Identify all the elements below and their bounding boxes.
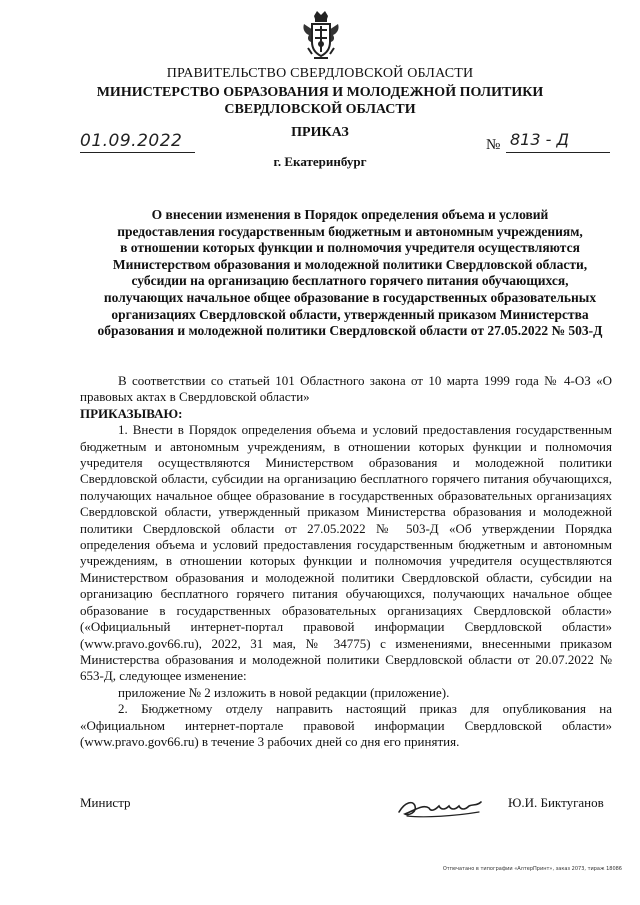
item-2: 2. Бюджетному отделу направить настоящий приказ для опубликования на «Официальном интернет-портале правовой информации Свердловской области» (www.pravo.gov66.ru) в течение 3 рабочих дней со дня его принятия. (80, 701, 612, 749)
number-field (506, 130, 610, 153)
ministry-name (0, 84, 640, 118)
print-info: Отпечатано в типографии «АлтерПринт», заказ 2073, тираж 18086 (442, 866, 622, 872)
order-word: ПРИКАЗЫВАЮ: (80, 405, 183, 421)
city: г. Екатеринбург (273, 154, 367, 169)
preamble: В соответствии со статьей 101 Областного закона от 10 марта 1999 года № 4-ОЗ «О правовых актах в Свердловской области» (80, 373, 612, 405)
item-1-change: приложение № 2 изложить в новой редакции (приложение). (118, 684, 450, 700)
date-field (80, 131, 195, 153)
item-1: 1. Внести в Порядок определения объема и условий предоставления государственным бюджетным и автономным учреждениям, в отношении которых функции и полномочия учредителя осуществляются Министерством образования и молодежной политики Свердловской области, субсидии на организацию бесплатного горячего питания обучающихся, получающих начальное общее образование в государственных образовательных организациях Свердловской области, утвержденный приказом Министерства образования и молодежной политики Свердловской области от 27.05.2022 № 503-Д «Об утверждении Порядка определения объема и условий предоставления государственным бюджетным и автономным учреждениям, в отношении которых функции и полномочия учредителя осуществляются Министерством образования и молодежной политики Свердловской области, субсидии на организацию бесплатного горячего питания обучающихся, получающих начальное общее образование в государственных образовательных организациях Свердловской области» («Официальный интернет-портал правовой информации Свердловской области» (www.pravo.gov66.ru), 2022, 31 мая, № 34775) с изменениями, внесенными приказом Министерства образования и молодежной политики Свердловской области от 20.07.2022 № 653-Д, следующее изменение: (80, 422, 612, 684)
title-line: Министерством образования и молодежной политики Свердловской области, (112, 256, 588, 272)
title-line: субсидии на организацию бесплатного горячего питания обучающихся, (131, 273, 569, 289)
title-line: в отношении которых функции и полномочия учредителя осуществляются (120, 240, 580, 256)
document-title (80, 207, 620, 340)
title-line: О внесении изменения в Порядок определения объема и условий (151, 207, 549, 222)
ministry-line-2: СВЕРДЛОВСКОЙ ОБЛАСТИ (224, 102, 416, 117)
handwritten-signature (395, 792, 485, 822)
ministry-line-1: МИНИСТЕРСТВО ОБРАЗОВАНИЯ И МОЛОДЕЖНОЙ ПОЛИТИКИ (96, 85, 544, 100)
title-line: организациях Свердловской области, утвержденный приказом Министерства (111, 306, 589, 322)
title-line: образования и молодежной политики Свердловской области от 27.05.2022 № 503-Д (97, 323, 603, 339)
title-line: получающих начальное общее образование в государственных образовательных (103, 289, 597, 305)
title-line: предоставления государственным бюджетным и автономным учреждениям, (117, 223, 583, 239)
government-name: ПРАВИТЕЛЬСТВО СВЕРДЛОВСКОЙ ОБЛАСТИ (166, 66, 474, 81)
signatory-position: Министр (80, 795, 131, 810)
number-handwritten: 813 - Д (510, 130, 569, 149)
signatory-name: Ю.И. Биктуганов (508, 795, 604, 810)
number-label: № (486, 137, 501, 153)
date-handwritten: 01.09.2022 (80, 131, 183, 151)
document-type: ПРИКАЗ (291, 125, 349, 140)
document-body (80, 373, 612, 750)
coat-of-arms-icon (300, 8, 342, 62)
